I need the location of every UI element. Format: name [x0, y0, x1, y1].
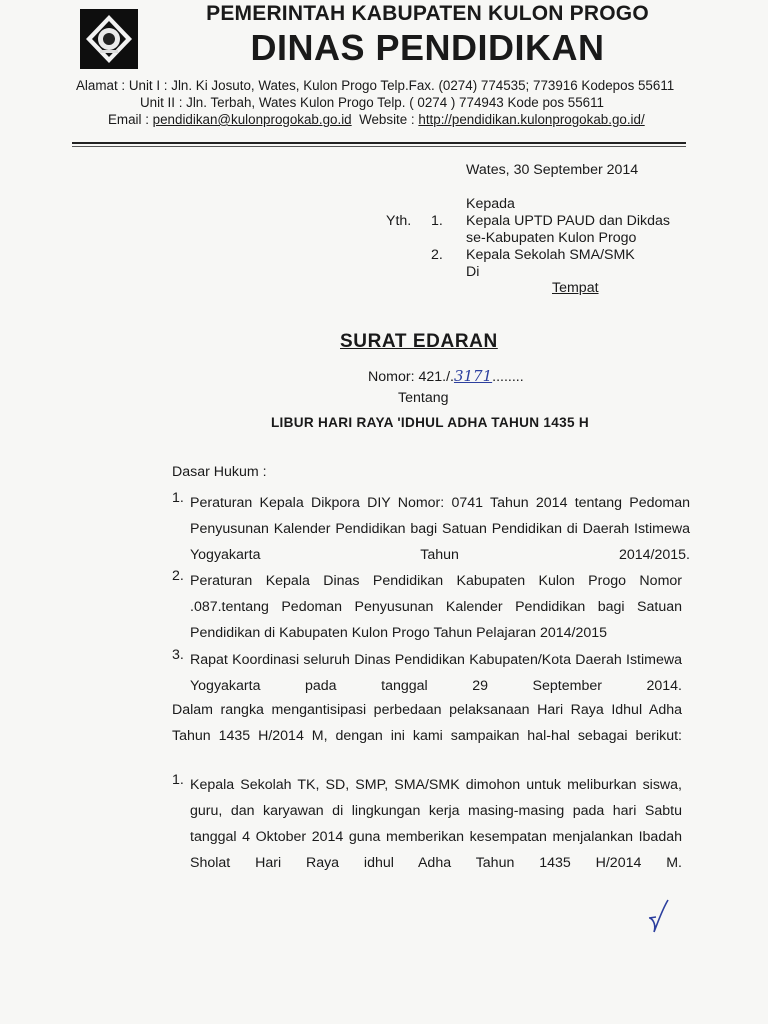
- handwritten-number: 3171: [453, 367, 493, 385]
- legal-basis-1-text: Peraturan Kepala Dikpora DIY Nomor: 0741 Tahun 2014 tentang Pedoman Penyusunan Kalender Pendidikan bagi Satuan Pendidikan di Daerah Istimewa Yogyakarta Tahun 2014/2015.: [190, 495, 690, 563]
- kepada-label: Kepada: [466, 196, 515, 212]
- yth-label: Yth.: [386, 213, 412, 229]
- date-line: Wates, 30 September 2014: [466, 162, 639, 178]
- nomor-prefix: Nomor: 421./.: [368, 369, 454, 385]
- website-link[interactable]: http://pendidikan.kulonprogokab.go.id/: [418, 112, 645, 127]
- recipient-1-line-2: se-Kabupaten Kulon Progo: [466, 230, 637, 246]
- recipient-2-number: 2.: [431, 247, 443, 263]
- reference-number: [368, 367, 524, 385]
- document-title: SURAT EDARAN: [340, 331, 498, 352]
- department-name: DINAS PENDIDIKAN: [250, 27, 605, 68]
- letterhead-divider-thin: [72, 146, 686, 147]
- recipient-1-number: 1.: [431, 213, 443, 229]
- legal-basis-3-text: Rapat Koordinasi seluruh Dinas Pendidikan Kabupaten/Kota Daerah Istimewa Yogyakarta pada tanggal 29 September 2014.: [190, 652, 682, 694]
- legal-basis-2-text: Peraturan Kepala Dinas Pendidikan Kabupaten Kulon Progo Nomor .087.tentang Pedoman Penyusunan Kalender Pendidikan bagi Satuan Pendidikan di Kabupaten Kulon Progo Tahun Pelajaran 2014/2015: [190, 573, 682, 641]
- regency-emblem-logo: [80, 9, 138, 69]
- nomor-suffix: ........: [492, 369, 524, 385]
- dasar-hukum-heading: Dasar Hukum :: [172, 464, 267, 480]
- letterhead-divider: [72, 142, 686, 144]
- legal-basis-2-number: 2.: [172, 568, 184, 584]
- di-label: Di: [466, 264, 480, 280]
- tentang-label: Tentang: [398, 390, 449, 406]
- point-1-text: Kepala Sekolah TK, SD, SMP, SMA/SMK dimohon untuk meliburkan siswa, guru, dan karyawan di lingkungan kerja masing-masing pada hari Sabtu tanggal 4 Oktober 2014 guna memberikan kesempatan menjalankan Ibadah Sholat Hari Raya idhul Adha Tahun 1435 H/2014 M.: [190, 777, 706, 871]
- subject-line: LIBUR HARI RAYA 'IDHUL ADHA TAHUN 1435 H: [270, 415, 590, 430]
- email-link[interactable]: pendidikan@kulonprogokab.go.id: [152, 112, 352, 127]
- recipient-2-line-1: Kepala Sekolah SMA/SMK: [466, 247, 635, 263]
- contact-line: [108, 112, 645, 127]
- address-unit-1: Alamat : Unit I : Jln. Ki Josuto, Wates, Kulon Progo Telp.Fax. (0274) 774535; 773916 Kodepos 55611: [76, 78, 675, 93]
- intro-paragraph: Dalam rangka mengantisipasi perbedaan pelaksanaan Hari Raya Idhul Adha Tahun 1435 H/2014 M, dengan ini kami sampaikan hal-hal sebagai berikut:: [172, 702, 682, 744]
- address-unit-2: Unit II : Jln. Terbah, Wates Kulon Progo Telp. ( 0274 ) 774943 Kode pos 55611: [140, 95, 605, 110]
- legal-basis-3-number: 3.: [172, 647, 184, 663]
- tempat-label: Tempat: [552, 280, 599, 296]
- legal-basis-1-number: 1.: [172, 490, 184, 506]
- email-label: Email :: [108, 112, 153, 127]
- handwritten-initial-mark: [646, 898, 670, 939]
- website-label: Website :: [351, 112, 419, 127]
- government-name: PEMERINTAH KABUPATEN KULON PROGO: [206, 2, 649, 25]
- point-1-number: 1.: [172, 772, 184, 788]
- recipient-1-line-1: Kepala UPTD PAUD dan Dikdas: [466, 213, 670, 229]
